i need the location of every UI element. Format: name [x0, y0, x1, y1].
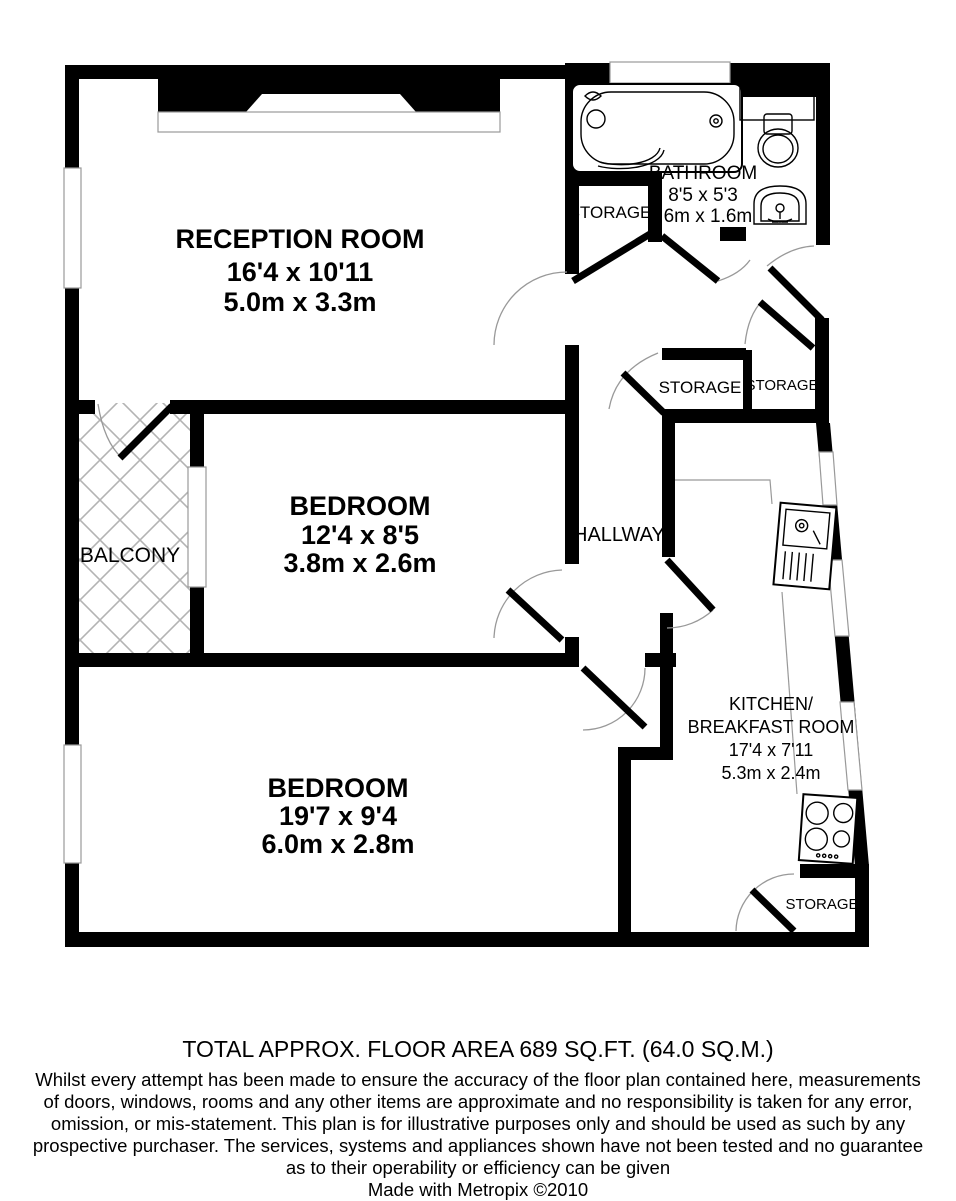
storage-bottom-label: STORAGE [785, 896, 859, 913]
window-icon [840, 702, 862, 790]
window-icon [188, 467, 206, 587]
bathroom-imperial: 8'5 x 5'3 [668, 185, 738, 206]
storage-mid-right-label: STORAGE [745, 377, 819, 394]
bay-window-icon [246, 94, 416, 112]
kitchen-imperial: 17'4 x 7'11 [728, 740, 814, 760]
window-icon [64, 745, 81, 863]
metropix-credit: Made with Metropix ©2010 [367, 1179, 589, 1200]
kitchen-label-line1: KITCHEN/ [728, 694, 814, 714]
kitchen-sink-icon [773, 503, 836, 590]
bay-window-icon [158, 112, 500, 132]
bedroom1-metric: 3.8m x 2.6m [283, 548, 437, 578]
bathroom-label: BATHROOM [648, 163, 758, 184]
window-icon [819, 452, 837, 505]
storage-top-label: STORAGE [568, 203, 652, 222]
bedroom2-label: BEDROOM [267, 773, 409, 803]
kitchen-metric: 5.3m x 2.4m [721, 763, 821, 783]
bedroom1-label: BEDROOM [289, 491, 431, 521]
reception-room-metric: 5.0m x 3.3m [223, 287, 377, 317]
disclaimer-line: omission, or mis-statement. This plan is for illustrative purposes only and should be used as such by any [50, 1113, 906, 1134]
bathtub-icon [572, 84, 742, 172]
balcony-hatch [74, 403, 190, 653]
disclaimer-line: Whilst every attempt has been made to ensure the accuracy of the floor plan contained here, measurements [35, 1069, 921, 1090]
window-icon [64, 168, 81, 288]
doors [98, 234, 822, 931]
total-floor-area: TOTAL APPROX. FLOOR AREA 689 SQ.FT. (64.0 SQ.M.) [182, 1036, 774, 1062]
window-icon [610, 62, 730, 83]
bathroom-metric: 2.6m x 1.6m [647, 206, 753, 227]
reception-room-imperial: 16'4 x 10'11 [226, 257, 374, 287]
hallway-label: HALLWAY [573, 524, 665, 546]
reception-room-label: RECEPTION ROOM [175, 224, 425, 254]
hob-icon [799, 794, 857, 864]
storage-mid-left-label: STORAGE [658, 378, 742, 397]
bathroom-sink-icon [754, 186, 806, 224]
balcony-label: BALCONY [79, 544, 181, 567]
bedroom2-imperial: 19'7 x 9'4 [279, 801, 397, 831]
footer [0, 1036, 956, 1201]
disclaimer-line: as to their operability or efficiency can be given [285, 1157, 671, 1178]
bedroom1-imperial: 12'4 x 8'5 [301, 520, 419, 550]
bedroom2-metric: 6.0m x 2.8m [261, 829, 415, 859]
disclaimer-line: prospective purchaser. The services, systems and appliances shown have not been tested and no guarantee [32, 1135, 924, 1156]
kitchen-label-line2: BREAKFAST ROOM [687, 717, 855, 737]
disclaimer-line: of doors, windows, rooms and any other items are approximate and no responsibility is taken for any error, [43, 1091, 913, 1112]
